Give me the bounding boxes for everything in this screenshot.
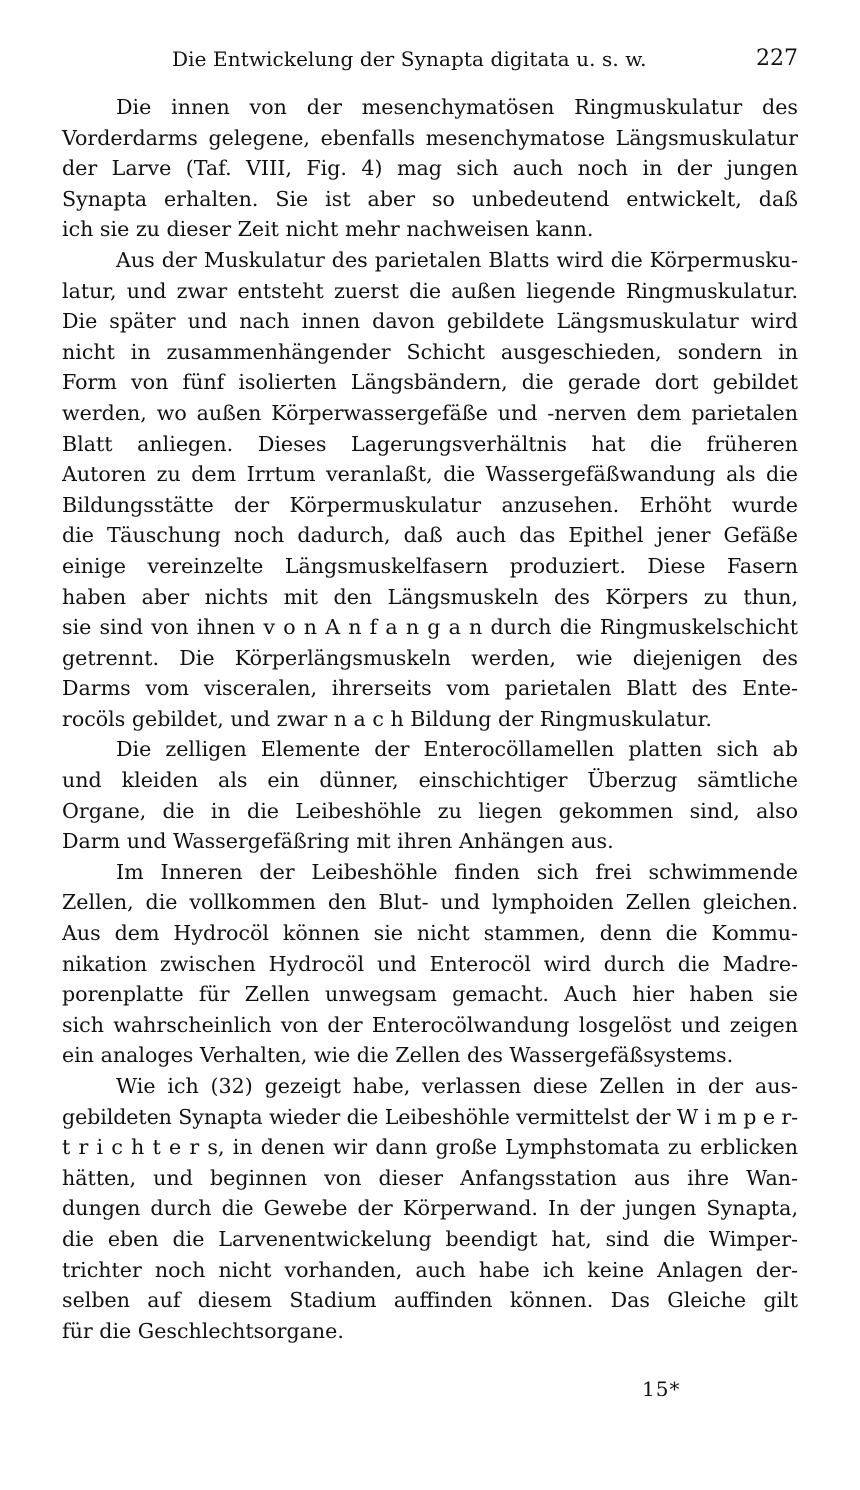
text-line: Im Inneren der Leibeshöhle finden sich frei schwimmende	[116, 859, 798, 884]
text-line: nikation zwischen Hydrocöl und Enterocöl wird durch die Madre-	[62, 951, 798, 976]
running-head	[172, 44, 798, 74]
text-line: der Larve (Taf. VIII, Fig. 4) mag sich auch noch in der jungen	[62, 156, 798, 181]
text-line: Bildungsstätte der Körpermuskulatur anzusehen. Erhöht wurde	[62, 492, 798, 517]
text-line: Die innen von der mesenchymatösen Ringmuskulatur des	[116, 95, 798, 119]
text-line: latur, und zwar entsteht zuerst die außen liegende Ringmuskulatur.	[62, 278, 798, 303]
text-line: Blatt anliegen. Dieses Lagerungsverhältnis hat die früheren	[62, 431, 798, 456]
body-text	[62, 92, 798, 1346]
text-line: t r i c h t e r s, in denen wir dann große Lymphstomata zu erblicken	[62, 1135, 798, 1160]
text-line: werden, wo außen Körperwassergefäße und -nerven dem parietalen	[62, 400, 798, 425]
text-line: hätten, und beginnen von dieser Anfangsstation aus ihre Wan-	[62, 1165, 798, 1190]
text-line: Form von fünf isolierten Längsbändern, die gerade dort gebildet	[62, 370, 798, 395]
signature-mark: 15*	[642, 1377, 681, 1401]
text-line: porenplatte für Zellen unwegsam gemacht. Auch hier haben sie	[62, 982, 798, 1007]
text-line: Organe, die in die Leibeshöhle zu liegen gekommen sind, also	[62, 798, 798, 823]
text-line: dungen durch die Gewebe der Körperwand. In der jungen Synapta,	[62, 1196, 798, 1221]
text-line: Aus dem Hydrocöl können sie nicht stammen, denn die Kommu-	[62, 921, 798, 946]
text-line: Synapta erhalten. Sie ist aber so unbedeutend entwickelt, daß	[62, 186, 798, 211]
text-line: Zellen, die vollkommen den Blut- und lymphoiden Zellen gleichen.	[62, 890, 798, 915]
text-line: Autoren zu dem Irrtum veranlaßt, die Wassergefäßwandung als die	[62, 462, 798, 487]
text-line: nicht in zusammenhängender Schicht ausgeschieden, sondern in	[62, 339, 798, 364]
text-line: für die Geschlechtsorgane.	[62, 1318, 344, 1343]
text-line: Die zelligen Elemente der Enterocöllamellen platten sich ab	[116, 737, 798, 762]
text-line: Aus der Muskulatur des parietalen Blatts wird die Körpermusku-	[116, 247, 798, 272]
text-line: Wie ich (32) gezeigt habe, verlassen diese Zellen in der aus-	[116, 1074, 798, 1098]
text-line: gebildeten Synapta wieder die Leibeshöhle vermittelst der W i m p e r-	[62, 1104, 798, 1129]
page-number: 227	[756, 46, 798, 71]
running-head-title: Die Entwickelung der Synapta digitata u. s. w.	[172, 47, 647, 71]
text-line: trichter noch nicht vorhanden, auch habe ich keine Anlagen der-	[62, 1257, 798, 1282]
text-line: Darms vom visceralen, ihrerseits vom parietalen Blatt des Ente-	[62, 676, 798, 701]
text-line: sich wahrscheinlich von der Enterocölwandung losgelöst und zeigen	[62, 1012, 798, 1037]
text-line: ich sie zu dieser Zeit nicht mehr nachweisen kann.	[62, 217, 594, 242]
text-line: die eben die Larvenentwickelung beendigt hat, sind die Wimper-	[62, 1226, 798, 1251]
text-line: sie sind von ihnen v o n A n f a n g a n durch die Ringmuskelschicht	[62, 615, 798, 640]
text-line: und kleiden als ein dünner, einschichtiger Überzug sämtliche	[62, 768, 798, 793]
text-line: selben auf diesem Stadium auffinden können. Das Gleiche gilt	[62, 1288, 798, 1313]
text-line: Darm und Wassergefäßring mit ihren Anhängen aus.	[62, 829, 614, 854]
text-line: einige vereinzelte Längsmuskelfasern produziert. Diese Fasern	[62, 553, 798, 578]
text-line: Die später und nach innen davon gebildete Längsmuskulatur wird	[62, 309, 798, 334]
text-line: haben aber nichts mit den Längsmuskeln des Körpers zu thun,	[62, 584, 798, 609]
text-line: getrennt. Die Körperlängsmuskeln werden, wie diejenigen des	[62, 645, 798, 670]
text-line: rocöls gebildet, und zwar n a c h Bildung der Ringmuskulatur.	[62, 706, 712, 731]
text-line: die Täuschung noch dadurch, daß auch das Epithel jener Gefäße	[62, 523, 798, 548]
text-line: Vorderdarms gelegene, ebenfalls mesenchymatose Längsmuskulatur	[62, 125, 798, 150]
text-line: ein analoges Verhalten, wie die Zellen des Wassergefäßsystems.	[62, 1043, 734, 1068]
